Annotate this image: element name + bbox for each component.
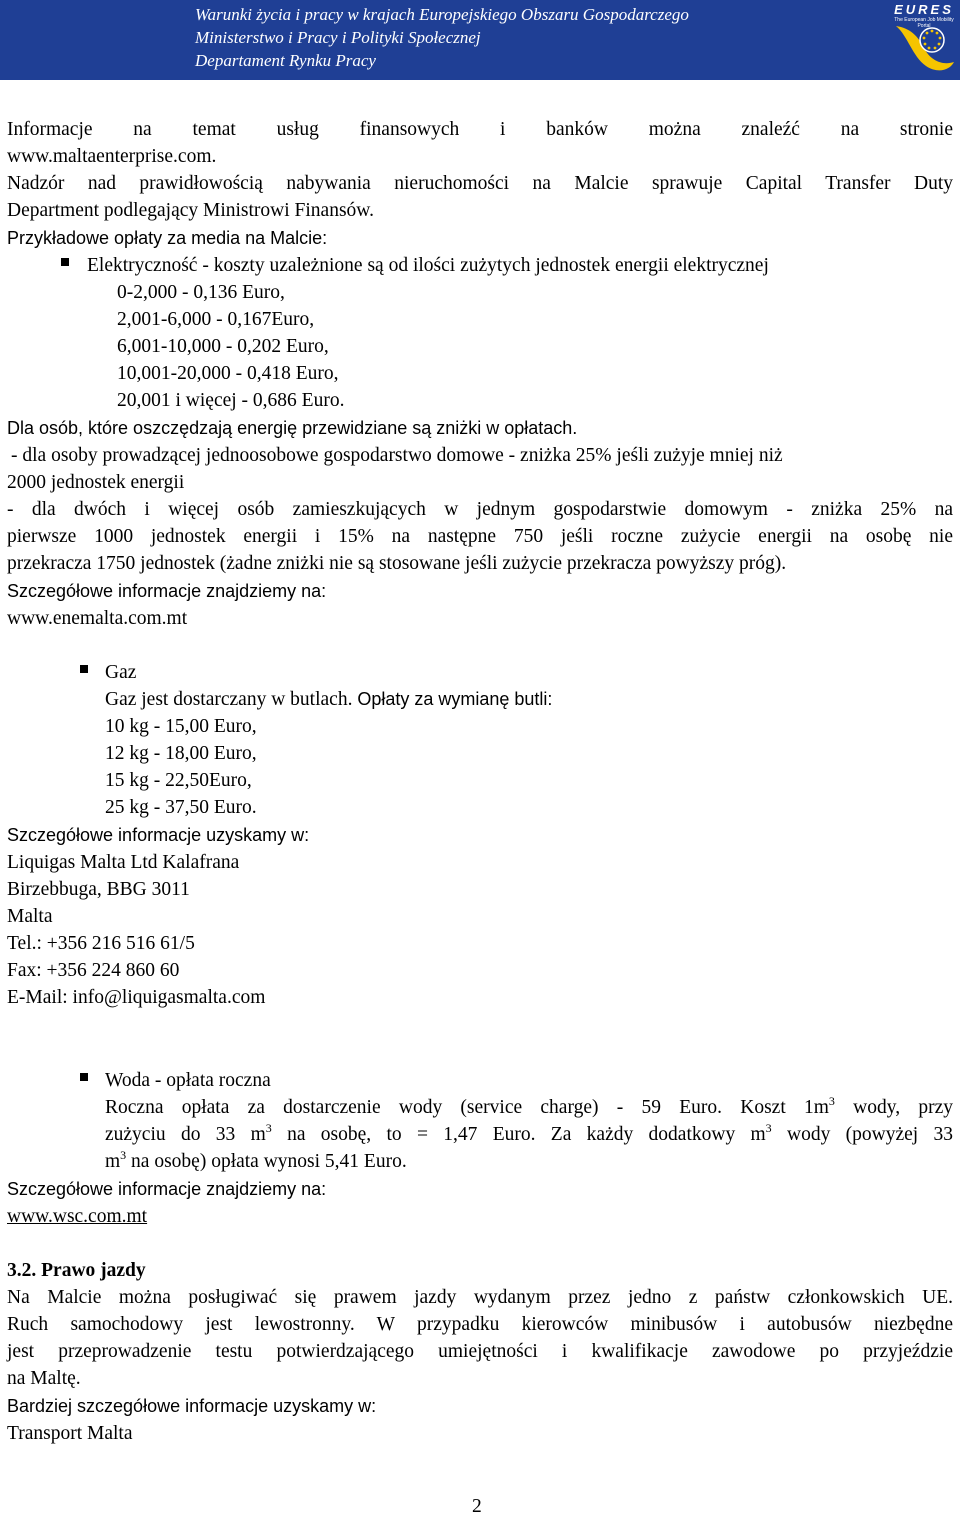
gas-intro-text: Gaz jest dostarczany w butlach. — [105, 689, 358, 710]
license-line-1: Na Malcie można posługiwać się prawem jazdy wydanym przez jedno z państw członkowskich UE. — [7, 1287, 953, 1308]
electricity-rate: 6,001-10,000 - 0,202 Euro, — [117, 336, 329, 357]
discount-single-line-1: - dla osoby prowadzącej jednoosobowe gospodarstwo domowe - zniżka 25% jeśli zużyje mniej niż — [11, 445, 783, 466]
electricity-rate: 2,001-6,000 - 0,167Euro, — [117, 309, 315, 330]
page-number: 2 — [472, 1496, 482, 1517]
gas-contact-line: Liquigas Malta Ltd Kalafrana — [7, 852, 240, 873]
discount-multi-line-1: - dla dwóch i więcej osób zamieszkujących w jednym gospodarstwie domowym - zniżka 25% na — [7, 499, 953, 520]
water-more-info: Szczegółowe informacje znajdziemy na: — [7, 1179, 327, 1199]
section-heading — [7, 1257, 146, 1284]
gas-contact-line: Malta — [7, 906, 53, 927]
maltaenterprise-link[interactable]: www.maltaenterprise.com. — [7, 146, 217, 167]
discount-single-line-2: 2000 jednostek energii — [7, 472, 185, 493]
license-more-info: Bardziej szczegółowe informacje uzyskamy w: — [7, 1396, 377, 1416]
water-text: Roczna opłata za dostarczenie wody (service charge) - 59 Euro. Koszt 1m — [105, 1097, 829, 1118]
discount-intro: Dla osób, które oszczędzają energię przewidziane są zniżki w opłatach. — [7, 418, 578, 438]
eures-logo — [890, 2, 958, 78]
gas-contact-line: Fax: +356 224 860 60 — [7, 960, 180, 981]
wsc-link[interactable]: www.wsc.com.mt — [7, 1206, 148, 1227]
bullet-icon — [80, 1073, 88, 1081]
eures-logo-text: EURES — [894, 2, 954, 17]
bullet-icon — [61, 258, 69, 266]
license-line-4: na Maltę. — [7, 1368, 81, 1389]
intro-line-4: Department podlegający Ministrowi Finansów. — [7, 200, 374, 221]
electricity-rate: 0-2,000 - 0,136 Euro, — [117, 282, 285, 303]
header-ministry: Ministerstwo i Pracy i Polityki Społecznej — [195, 28, 481, 47]
gas-contact-line: Birzebbuga, BBG 3011 — [7, 879, 190, 900]
water-title: Woda - opłata roczna — [105, 1070, 271, 1091]
header-department: Departament Rynku Pracy — [195, 51, 376, 70]
page-header — [0, 0, 960, 80]
gas-price: 25 kg - 37,50 Euro. — [105, 797, 257, 818]
eures-logo-subtitle: The European Job Mobility Portal — [894, 17, 954, 29]
water-text: na osobę, to = 1,47 Euro. Za każdy dodatkowy m — [271, 1124, 766, 1145]
license-line-2: Ruch samochodowy jest lewostronny. W przypadku kierowców minibusów i autobusów niezbędne — [7, 1314, 953, 1335]
water-text: zużyciu do 33 m — [105, 1124, 266, 1145]
water-line-2 — [105, 1121, 953, 1148]
water-text: m — [105, 1151, 121, 1172]
gas-contact-email: E-Mail: info@liquigasmalta.com — [7, 987, 266, 1008]
discount-multi-line-3: przekracza 1750 jednostek (żadne zniżki nie są stosowane jeśli zużycie przekracza powyższy próg). — [7, 553, 787, 574]
discount-multi-line-2: pierwsze 1000 jednostek energii i 15% na następne 750 jeśli roczne zużycie energii na osobę nie — [7, 526, 953, 547]
electricity-more-info: Szczegółowe informacje znajdziemy na: — [7, 581, 327, 601]
gas-contact-line: Tel.: +356 216 516 61/5 — [7, 933, 195, 954]
water-text: na osobę) opłata wynosi 5,41 Euro. — [126, 1151, 407, 1172]
license-line-3: jest przeprowadzenie testu potwierdzającego umiejętności i kwalifikacje zawodowe po przyjeździe — [7, 1341, 953, 1362]
utilities-heading: Przykładowe opłaty za media na Malcie: — [7, 228, 328, 248]
bullet-icon — [80, 665, 88, 673]
water-text: wody, przy — [834, 1097, 953, 1118]
gas-intro — [105, 686, 552, 713]
water-text: wody (powyżej 33 — [771, 1124, 953, 1145]
superscript: 3 — [828, 1093, 835, 1108]
water-line-1 — [105, 1094, 953, 1121]
electricity-rate: 20,001 i więcej - 0,686 Euro. — [117, 390, 345, 411]
gas-price: 15 kg - 22,50Euro, — [105, 770, 252, 791]
gas-more-info: Szczegółowe informacje uzyskamy w: — [7, 825, 310, 845]
intro-line-1: Informacje na temat usług finansowych i banków można znaleźć na stronie — [7, 119, 953, 140]
section-number: 3.2. — [7, 1260, 37, 1281]
intro-line-3: Nadzór nad prawidłowością nabywania nieruchomości na Malcie sprawuje Capital Transfer Duty — [7, 173, 953, 194]
gas-price: 12 kg - 18,00 Euro, — [105, 743, 257, 764]
gas-price: 10 kg - 15,00 Euro, — [105, 716, 257, 737]
superscript: 3 — [765, 1120, 772, 1135]
superscript: 3 — [265, 1120, 272, 1135]
gas-title: Gaz — [105, 662, 137, 683]
water-line-3 — [105, 1148, 407, 1175]
license-org: Transport Malta — [7, 1423, 133, 1444]
header-title: Warunki życia i pracy w krajach Europejskiego Obszaru Gospodarczego — [195, 5, 689, 24]
gas-exchange-label: Opłaty za wymianę butli: — [357, 689, 553, 709]
enemalta-link[interactable]: www.enemalta.com.mt — [7, 608, 188, 629]
electricity-rate: 10,001-20,000 - 0,418 Euro, — [117, 363, 339, 384]
section-title: Prawo jazdy — [41, 1260, 146, 1281]
superscript: 3 — [120, 1147, 127, 1162]
electricity-title: Elektryczność - koszty uzależnione są od ilości zużytych jednostek energii elektrycznej — [87, 255, 769, 276]
